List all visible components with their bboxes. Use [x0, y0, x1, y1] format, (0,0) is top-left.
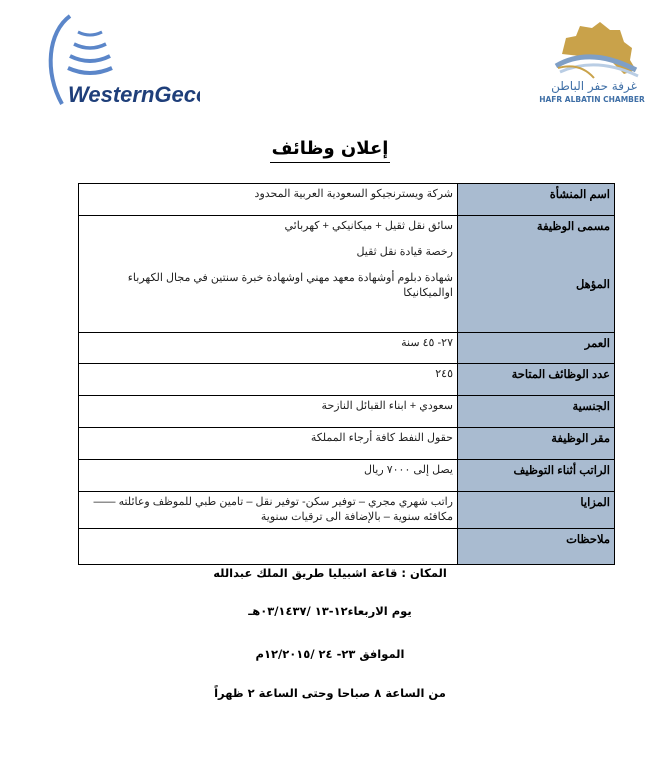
- label-qualification: المؤهل: [575, 279, 610, 291]
- chamber-gear-icon: [500, 16, 650, 106]
- westerngeco-logo: [40, 12, 200, 112]
- value-job-qualification: [79, 216, 458, 333]
- value-license: رخصة قيادة نقل ثقيل: [356, 246, 453, 258]
- label-company: اسم المنشأة: [458, 184, 615, 216]
- value-benefits: راتب شهري مجري – توفير سكن- توفير نقل – تامين طبي للموظف وعائلته —— مكافئه سنوية – بالإضافة الى ترقيات سنوية: [79, 492, 458, 529]
- event-gregorian-date: الموافق ٢٣- ٢٤ /١٢/٢٠١٥م: [255, 647, 405, 661]
- value-notes: [79, 529, 458, 565]
- table-row-company: [79, 184, 615, 216]
- table-row-age: [79, 333, 615, 364]
- label-openings: عدد الوظائف المتاحة: [458, 364, 615, 396]
- table-row-notes: [79, 529, 615, 565]
- table-row-nationality: [79, 396, 615, 428]
- label-job-qualification: [458, 216, 615, 333]
- event-hijri-date: يوم الاربعاء١٢-١٣ /٠٣/١٤٣٧هـ: [248, 604, 412, 618]
- job-info-table: [78, 183, 615, 565]
- event-hours: من الساعة ٨ صباحا وحتى الساعة ٢ ظهراً: [214, 686, 446, 700]
- label-nationality: الجنسية: [458, 396, 615, 428]
- table-row-salary: [79, 460, 615, 492]
- label-job-title: مسمى الوظيفة: [536, 221, 610, 233]
- value-salary: يصل إلى ٧٠٠٠ ريال: [79, 460, 458, 492]
- label-age: العمر: [458, 333, 615, 364]
- chamber-logo-text-ar: غرفة حفر الباطن: [551, 79, 637, 93]
- table-row-location: [79, 428, 615, 460]
- value-qualification: شهادة دبلوم أوشهادة معهد مهني اوشهادة خبرة سنتين في مجال الكهرباء اوالميكانيكا: [127, 272, 453, 299]
- westerngeco-arc-icon: [40, 12, 200, 112]
- label-benefits: المزايا: [458, 492, 615, 529]
- chamber-logo-text-en: HAFR ALBATIN CHAMBER: [539, 95, 645, 104]
- page-title-container: [0, 138, 660, 159]
- value-openings: ٢٤٥: [79, 364, 458, 396]
- event-place: المكان : قاعة اشبيليا طريق الملك عبدالله: [213, 566, 447, 580]
- value-age: ٢٧- ٤٥ سنة: [79, 333, 458, 364]
- value-nationality: سعودي + ابناء القبائل النازحة: [79, 396, 458, 428]
- label-location: مقر الوظيفة: [458, 428, 615, 460]
- label-salary: الراتب أثناء التوظيف: [458, 460, 615, 492]
- hafr-albatin-chamber-logo: [500, 16, 650, 106]
- table-row-job-qualification: [79, 216, 615, 333]
- value-company: شركة ويسترنجيكو السعودية العربية المحدود: [79, 184, 458, 216]
- westerngeco-logo-text: WesternGeco: [68, 82, 200, 107]
- table-row-benefits: [79, 492, 615, 529]
- page-title: إعلان وظائف: [270, 138, 391, 163]
- label-notes: ملاحظات: [458, 529, 615, 565]
- table-row-openings: [79, 364, 615, 396]
- value-job-title: سائق نقل ثقيل + ميكانيكي + كهربائي: [284, 220, 453, 232]
- value-location: حقول النفط كافة أرجاء المملكة: [79, 428, 458, 460]
